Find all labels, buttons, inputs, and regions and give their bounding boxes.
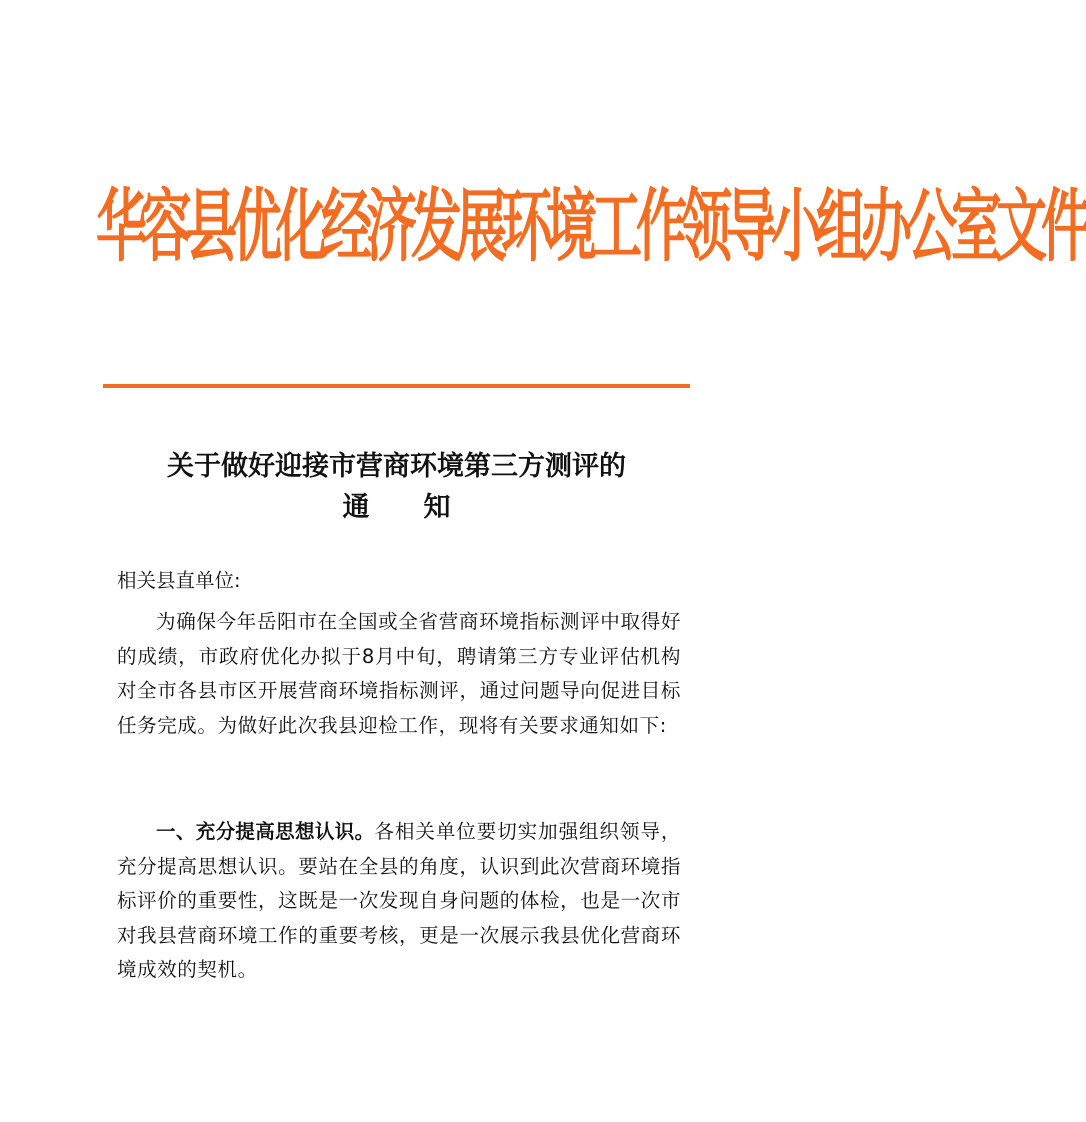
salutation: 相关县直单位:: [117, 569, 241, 592]
notice-title-char1: 通: [342, 492, 370, 523]
section1-heading: 一、充分提高思想认识。: [156, 820, 375, 843]
notice-title-line2: [100, 490, 693, 526]
letterhead-divider: [103, 384, 690, 388]
notice-title-line1: 关于做好迎接市营商环境第三方测评的: [167, 451, 626, 482]
notice-title-char2: 知: [423, 492, 451, 523]
letterhead-title: 华容县优化经济发展环境工作领导小组办公室文件: [96, 180, 1086, 274]
section1-text: 各相关单位要切实加强组织领导，充分提高思想认识。要站在全县的角度，认识到此次营商环境指标评价的重要性，这既是一次发现自身问题的体检，也是一次市对我县营商环境工作的重要考核，更是一次展示我县优化营商环境成效的契机。: [117, 820, 681, 982]
paragraph-intro: 为确保今年岳阳市在全国或全省营商环境指标测评中取得好的成绩，市政府优化办拟于8月中旬，聘请第三方专业评估机构对全市各县市区开展营商环境指标测评，通过问题导向促进目标任务完成。为做好此次我县迎检工作，现将有关要求通知如下:: [117, 610, 681, 737]
paragraph-section1: [117, 815, 681, 988]
